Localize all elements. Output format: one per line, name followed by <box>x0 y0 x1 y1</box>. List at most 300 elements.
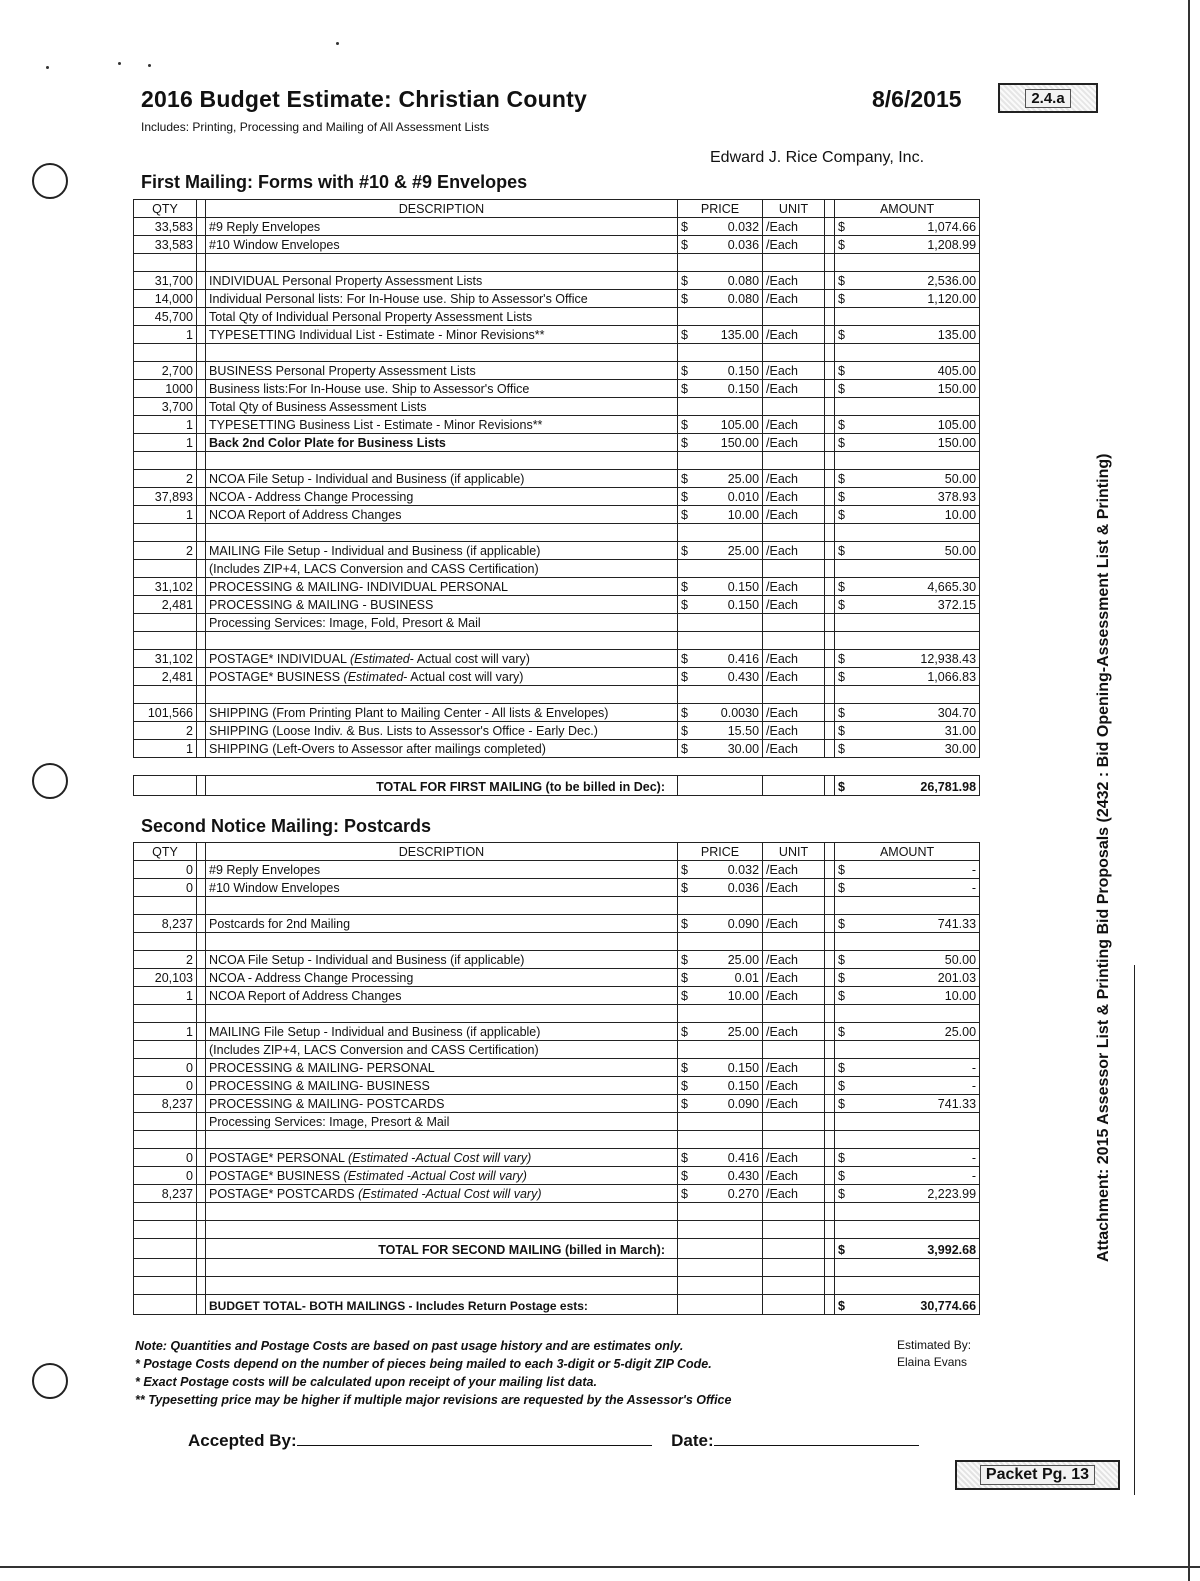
table-cell: /Each <box>763 272 825 290</box>
table-cell <box>197 578 206 596</box>
table-cell <box>835 1113 855 1131</box>
table-cell: 2,536.00 <box>855 272 980 290</box>
table-cell: 0 <box>134 1077 197 1095</box>
table-cell <box>134 776 197 796</box>
table-cell <box>678 632 700 650</box>
table-cell: 8,237 <box>134 1185 197 1203</box>
table-cell <box>678 344 700 362</box>
table-cell: 201.03 <box>855 969 980 987</box>
table-cell <box>197 1131 206 1149</box>
table-cell <box>134 933 197 951</box>
table-cell <box>678 776 700 796</box>
table-cell: $ <box>678 915 700 933</box>
table-cell <box>197 290 206 308</box>
table-cell: /Each <box>763 1095 825 1113</box>
table-cell: /Each <box>763 416 825 434</box>
table-cell: #10 Window Envelopes <box>206 236 678 254</box>
table-cell <box>206 758 678 776</box>
table-cell: $ <box>835 470 855 488</box>
table-cell: 0 <box>134 861 197 879</box>
table-cell <box>700 344 763 362</box>
table-cell <box>763 1259 825 1277</box>
table-row <box>134 452 980 470</box>
table-cell <box>197 1185 206 1203</box>
table-cell: - <box>855 861 980 879</box>
table-cell <box>763 452 825 470</box>
scan-edge-right <box>1188 0 1190 1581</box>
table-cell <box>700 308 763 326</box>
table-cell: /Each <box>763 596 825 614</box>
col-qty: QTY <box>134 200 197 218</box>
attachment-side-label: Attachment: 2015 Assessor List & Printing Bid Proposals (2432 : Bid Opening-Assessment List & Printing) <box>1095 453 1112 1262</box>
table-cell: 12,938.43 <box>855 650 980 668</box>
table-cell: $ <box>678 668 700 686</box>
table-cell <box>197 218 206 236</box>
table-row <box>134 1059 980 1077</box>
table-cell <box>825 236 835 254</box>
table-cell: 0.150 <box>700 362 763 380</box>
table-cell: /Each <box>763 470 825 488</box>
table-cell <box>825 951 835 969</box>
table-cell: 8,237 <box>134 915 197 933</box>
table-cell: $ <box>678 1059 700 1077</box>
table-cell: 25.00 <box>700 542 763 560</box>
table-row <box>134 218 980 236</box>
table-cell: NCOA - Address Change Processing <box>206 488 678 506</box>
col-unit: UNIT <box>763 843 825 861</box>
table-cell: $ <box>678 326 700 344</box>
table-cell <box>134 524 197 542</box>
table-cell: 50.00 <box>855 470 980 488</box>
table-cell <box>835 308 855 326</box>
table-cell: 0.416 <box>700 1149 763 1167</box>
table-cell <box>197 524 206 542</box>
table-cell <box>825 254 835 272</box>
note-line: Note: Quantities and Postage Costs are based on past usage history and are estimates only. <box>135 1339 684 1353</box>
table-cell: SHIPPING (Left-Overs to Assessor after mailings completed) <box>206 740 678 758</box>
table-row <box>134 308 980 326</box>
table-cell <box>825 542 835 560</box>
table-cell <box>700 1113 763 1131</box>
table-cell <box>134 1259 197 1277</box>
table-cell <box>197 200 206 218</box>
table-cell <box>678 686 700 704</box>
first-total-amount: 26,781.98 <box>855 776 980 796</box>
table-cell <box>700 560 763 578</box>
table-cell: 0.080 <box>700 272 763 290</box>
second-total-label: TOTAL FOR SECOND MAILING (billed in March): <box>206 1239 678 1259</box>
table-cell <box>825 452 835 470</box>
first-total-label: TOTAL FOR FIRST MAILING (to be billed in Dec): <box>206 776 678 796</box>
table-cell <box>763 614 825 632</box>
table-cell: 1,208.99 <box>855 236 980 254</box>
table-cell: $ <box>835 1295 855 1315</box>
table-cell: /Each <box>763 1185 825 1203</box>
table-cell: 105.00 <box>855 416 980 434</box>
table-cell <box>825 740 835 758</box>
table-cell <box>825 1149 835 1167</box>
first-mailing-total-row <box>134 776 980 796</box>
col-amount: AMOUNT <box>835 843 980 861</box>
table-cell <box>700 254 763 272</box>
table-cell <box>835 344 855 362</box>
table-cell: 0.430 <box>700 668 763 686</box>
table-cell: 1 <box>134 506 197 524</box>
table-cell <box>855 1041 980 1059</box>
table-cell: 20,103 <box>134 969 197 987</box>
table-cell: /Each <box>763 434 825 452</box>
note-line: * Exact Postage costs will be calculated upon receipt of your mailing list data. <box>135 1375 597 1389</box>
table-cell <box>855 933 980 951</box>
table-cell <box>197 1005 206 1023</box>
table-cell <box>197 416 206 434</box>
table-row <box>134 290 980 308</box>
table-row <box>134 686 980 704</box>
table-cell <box>835 1277 855 1295</box>
table-cell: $ <box>678 380 700 398</box>
table-cell <box>197 1203 206 1221</box>
table-cell: /Each <box>763 1167 825 1185</box>
table-row <box>134 362 980 380</box>
table-cell <box>197 1259 206 1277</box>
table-cell <box>825 524 835 542</box>
table-cell <box>855 1131 980 1149</box>
table-cell <box>134 632 197 650</box>
table-cell <box>825 1221 835 1239</box>
table-cell <box>700 776 763 796</box>
table-cell <box>197 1149 206 1167</box>
table-cell: SHIPPING (From Printing Plant to Mailing Center - All lists & Envelopes) <box>206 704 678 722</box>
table-cell <box>825 843 835 861</box>
table-cell: #9 Reply Envelopes <box>206 218 678 236</box>
table-row <box>134 951 980 969</box>
accepted-by-signature-line[interactable] <box>297 1430 652 1446</box>
second-mailing-table <box>133 842 980 1315</box>
table-cell <box>825 933 835 951</box>
table-cell <box>763 1005 825 1023</box>
table-row <box>134 614 980 632</box>
table-cell: $ <box>835 272 855 290</box>
table-row <box>134 560 980 578</box>
table-cell <box>206 452 678 470</box>
table-cell: 0.010 <box>700 488 763 506</box>
table-cell: /Each <box>763 380 825 398</box>
table-cell: $ <box>678 650 700 668</box>
table-cell: $ <box>835 987 855 1005</box>
table-row <box>134 1167 980 1185</box>
table-cell: 0.150 <box>700 1059 763 1077</box>
cell-text: POSTAGE* BUSINESS <box>209 1169 344 1183</box>
table-cell: 2 <box>134 470 197 488</box>
table-cell: #10 Window Envelopes <box>206 879 678 897</box>
table-cell: 105.00 <box>700 416 763 434</box>
table-cell <box>825 668 835 686</box>
table-cell <box>763 254 825 272</box>
table-cell: $ <box>835 650 855 668</box>
table-cell <box>700 632 763 650</box>
table-cell: TYPESETTING Business List - Estimate - Minor Revisions** <box>206 416 678 434</box>
table-cell: $ <box>678 218 700 236</box>
table-cell: /Each <box>763 879 825 897</box>
table-cell <box>855 758 980 776</box>
table-cell <box>134 1005 197 1023</box>
table-cell <box>134 1131 197 1149</box>
table-cell <box>206 1149 678 1167</box>
table-cell: 0.430 <box>700 1167 763 1185</box>
table-cell: $ <box>835 668 855 686</box>
table-cell: /Each <box>763 969 825 987</box>
table-cell: 0.150 <box>700 596 763 614</box>
table-row <box>134 632 980 650</box>
table-cell <box>825 879 835 897</box>
table-cell <box>134 1221 197 1239</box>
table-cell <box>678 1041 700 1059</box>
table-cell <box>825 398 835 416</box>
packet-page-stamp <box>955 1460 1120 1490</box>
table-cell <box>197 236 206 254</box>
table-cell: 2 <box>134 951 197 969</box>
table-cell <box>825 1185 835 1203</box>
table-cell: 8,237 <box>134 1095 197 1113</box>
table-cell <box>206 1203 678 1221</box>
table-cell <box>855 1277 980 1295</box>
table-cell <box>825 722 835 740</box>
table-cell <box>763 1221 825 1239</box>
table-cell <box>763 1203 825 1221</box>
table-cell <box>197 1113 206 1131</box>
table-row <box>134 434 980 452</box>
table-cell: 0.150 <box>700 380 763 398</box>
table-cell <box>197 1059 206 1077</box>
table-cell: /Each <box>763 506 825 524</box>
table-cell <box>206 524 678 542</box>
table-cell: /Each <box>763 578 825 596</box>
table-cell <box>206 1167 678 1185</box>
table-cell: NCOA Report of Address Changes <box>206 987 678 1005</box>
second-mailing-heading: Second Notice Mailing: Postcards <box>141 816 432 836</box>
table-cell: 10.00 <box>700 506 763 524</box>
table-cell <box>678 398 700 416</box>
table-cell <box>700 614 763 632</box>
table-row <box>134 704 980 722</box>
table-cell: $ <box>678 362 700 380</box>
table-cell <box>206 686 678 704</box>
table-cell <box>825 506 835 524</box>
table-cell <box>835 1041 855 1059</box>
cell-text: (Estimated <box>343 670 404 684</box>
table-cell: 0.416 <box>700 650 763 668</box>
table-cell: Back 2nd Color Plate for Business Lists <box>206 434 678 452</box>
side-rule <box>1134 965 1135 1495</box>
table-row <box>134 578 980 596</box>
table-row <box>134 272 980 290</box>
table-cell <box>825 776 835 796</box>
table-cell <box>700 1221 763 1239</box>
table-cell: BUSINESS Personal Property Assessment Lists <box>206 362 678 380</box>
table-cell: /Each <box>763 236 825 254</box>
table-cell <box>835 452 855 470</box>
table-cell <box>825 290 835 308</box>
table-cell: PROCESSING & MAILING- BUSINESS <box>206 1077 678 1095</box>
table-row <box>134 524 980 542</box>
table-cell <box>825 1203 835 1221</box>
table-cell: Total Qty of Business Assessment Lists <box>206 398 678 416</box>
table-cell: 2,481 <box>134 596 197 614</box>
table-cell: /Each <box>763 488 825 506</box>
table-cell: $ <box>835 506 855 524</box>
table-cell <box>835 254 855 272</box>
table-cell: $ <box>835 861 855 879</box>
budget-total-row <box>134 1295 980 1315</box>
acceptance-line <box>188 1430 919 1451</box>
table-cell: $ <box>678 416 700 434</box>
table-cell: 0.036 <box>700 236 763 254</box>
table-cell: $ <box>678 290 700 308</box>
date-signature-line[interactable] <box>714 1430 919 1446</box>
table-cell <box>197 596 206 614</box>
table-cell <box>134 614 197 632</box>
table-cell: 1000 <box>134 380 197 398</box>
table-cell <box>763 632 825 650</box>
table-cell: NCOA File Setup - Individual and Business (if applicable) <box>206 951 678 969</box>
table-cell: #9 Reply Envelopes <box>206 861 678 879</box>
table-cell <box>206 344 678 362</box>
table-cell: /Each <box>763 1149 825 1167</box>
table-row <box>134 344 980 362</box>
table-cell: $ <box>835 951 855 969</box>
table-cell <box>197 704 206 722</box>
table-row <box>134 326 980 344</box>
col-description: DESCRIPTION <box>206 200 678 218</box>
table-cell <box>835 614 855 632</box>
table-cell <box>825 416 835 434</box>
table-row <box>134 1277 980 1295</box>
table-row <box>134 740 980 758</box>
table-row <box>134 470 980 488</box>
cell-text: - Actual cost will vary) <box>409 652 530 666</box>
table-cell: 15.50 <box>700 722 763 740</box>
table-cell: 0.032 <box>700 218 763 236</box>
table-row <box>134 542 980 560</box>
table-cell <box>678 308 700 326</box>
table-cell: /Each <box>763 987 825 1005</box>
table-cell <box>678 1239 700 1259</box>
table-cell <box>835 933 855 951</box>
first-mailing-heading: First Mailing: Forms with #10 & #9 Envelopes <box>141 172 528 192</box>
table-cell <box>678 1295 700 1315</box>
table-cell: /Each <box>763 915 825 933</box>
table-cell <box>835 1221 855 1239</box>
table-cell: /Each <box>763 218 825 236</box>
table-cell: PROCESSING & MAILING- INDIVIDUAL PERSONAL <box>206 578 678 596</box>
page-subtitle: Includes: Printing, Processing and Mailing of All Assessment Lists <box>141 120 490 134</box>
table-cell <box>197 434 206 452</box>
table-cell: $ <box>835 1077 855 1095</box>
table-cell <box>825 1167 835 1185</box>
table-cell: /Each <box>763 290 825 308</box>
table-cell: 1 <box>134 434 197 452</box>
table-cell <box>855 452 980 470</box>
table-cell <box>678 1277 700 1295</box>
table-cell: $ <box>835 578 855 596</box>
notes-block <box>135 1337 731 1409</box>
col-price: PRICE <box>678 843 763 861</box>
table-cell: $ <box>678 578 700 596</box>
table-cell <box>825 632 835 650</box>
cell-text: (Estimated -Actual Cost will vary) <box>347 1151 532 1165</box>
table-cell: $ <box>678 1023 700 1041</box>
table-cell: 50.00 <box>855 951 980 969</box>
table-cell: 0.270 <box>700 1185 763 1203</box>
table-cell <box>134 254 197 272</box>
table-cell <box>825 704 835 722</box>
table-cell <box>197 668 206 686</box>
table-cell <box>763 1113 825 1131</box>
table-cell <box>825 969 835 987</box>
table-cell: - <box>855 1149 980 1167</box>
table-cell: /Each <box>763 1059 825 1077</box>
table-cell: 0 <box>134 1149 197 1167</box>
table-cell: 31,102 <box>134 578 197 596</box>
table-cell <box>134 1203 197 1221</box>
table-cell <box>700 1239 763 1259</box>
table-cell <box>825 272 835 290</box>
table-cell <box>197 987 206 1005</box>
table-cell: 1 <box>134 740 197 758</box>
table-cell: $ <box>835 236 855 254</box>
cell-text: POSTAGE* BUSINESS <box>209 670 344 684</box>
table-cell <box>197 254 206 272</box>
table-row <box>134 879 980 897</box>
table-cell <box>855 1005 980 1023</box>
table-cell <box>825 1131 835 1149</box>
cell-text: (Estimated -Actual Cost will vary) <box>343 1169 527 1183</box>
table-cell <box>206 897 678 915</box>
table-cell <box>825 308 835 326</box>
table-cell <box>763 933 825 951</box>
table-row <box>134 416 980 434</box>
table-cell <box>197 650 206 668</box>
table-row <box>134 1023 980 1041</box>
table-cell: /Each <box>763 861 825 879</box>
table-cell <box>825 686 835 704</box>
table-cell <box>206 632 678 650</box>
table-cell: $ <box>678 879 700 897</box>
table-cell: 1 <box>134 987 197 1005</box>
table-cell <box>835 686 855 704</box>
table-cell <box>678 452 700 470</box>
table-cell <box>763 1041 825 1059</box>
table-cell: $ <box>678 596 700 614</box>
table-cell: 0 <box>134 879 197 897</box>
table-cell: SHIPPING (Loose Indiv. & Bus. Lists to Assessor's Office - Early Dec.) <box>206 722 678 740</box>
table-row <box>134 254 980 272</box>
cell-text: - Actual cost will vary) <box>403 670 524 684</box>
table-cell <box>700 758 763 776</box>
table-row <box>134 506 980 524</box>
table-cell: 405.00 <box>855 362 980 380</box>
table-cell: INDIVIDUAL Personal Property Assessment Lists <box>206 272 678 290</box>
table-cell: 0.0030 <box>700 704 763 722</box>
table-cell: $ <box>835 704 855 722</box>
cell-text: POSTAGE* POSTCARDS <box>209 1187 359 1201</box>
table-cell <box>197 933 206 951</box>
table-cell <box>855 524 980 542</box>
table-cell <box>763 1239 825 1259</box>
table-cell <box>700 1203 763 1221</box>
table-cell <box>197 362 206 380</box>
table-cell: $ <box>678 1095 700 1113</box>
